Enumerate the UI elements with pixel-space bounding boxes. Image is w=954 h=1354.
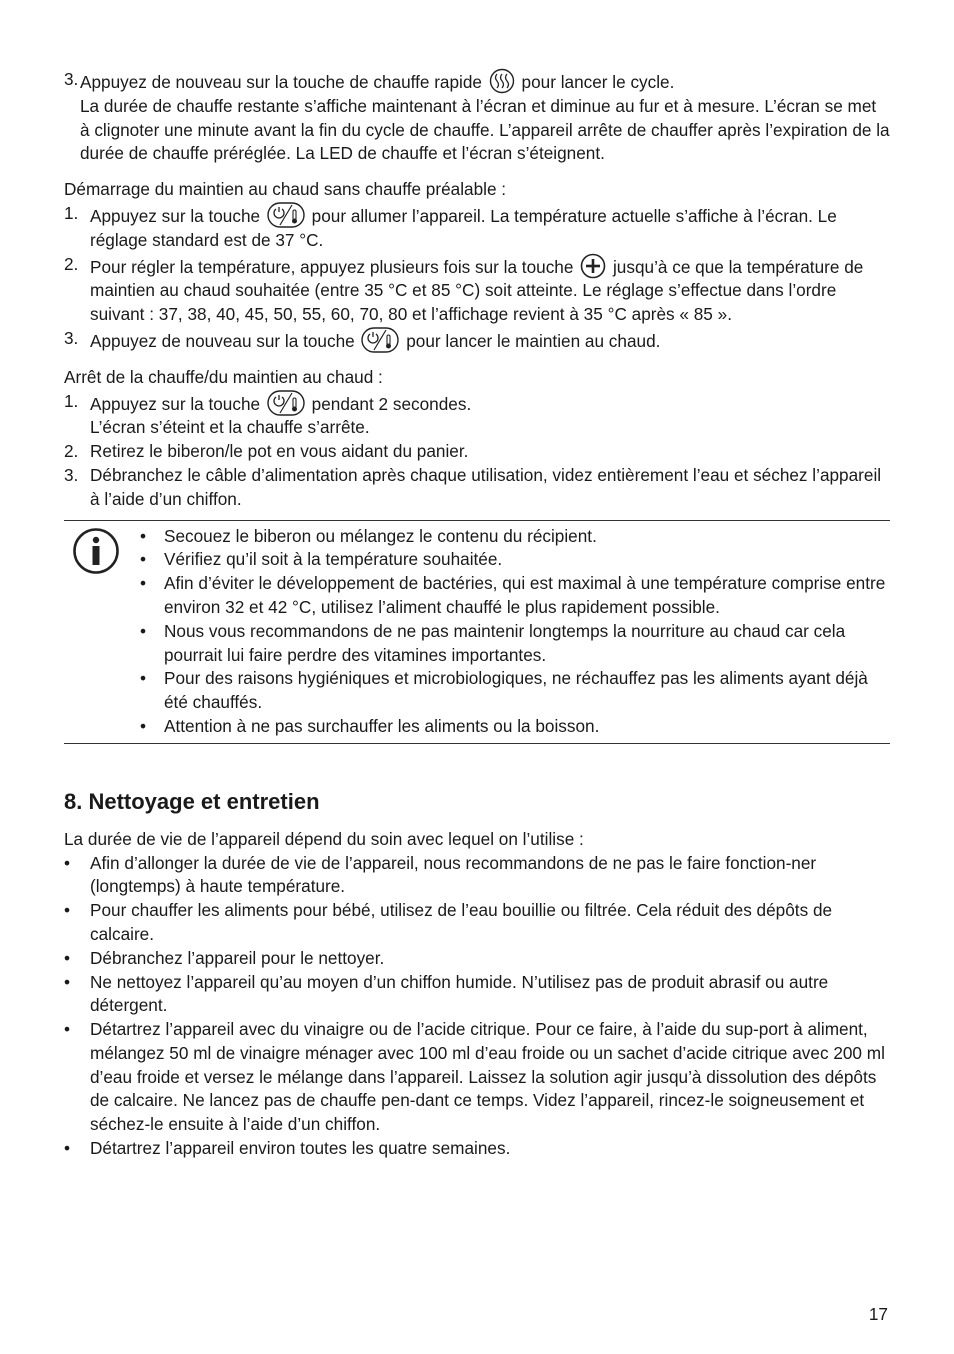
list-item-text: Vérifiez qu’il soit à la température souhaitée. xyxy=(164,549,503,570)
list-item-text: Afin d’éviter le développement de bactéries, qui est maximal à une température comprise entre environ 32 et 42 °C, utilisez l’aliment chauffé le plus rapidement possible. xyxy=(164,573,886,617)
stop-step-2 xyxy=(64,440,890,464)
power-thermo-icon xyxy=(267,202,305,228)
power-thermo-icon xyxy=(267,390,305,416)
list-item xyxy=(64,947,890,971)
step-detail: La durée de chauffe restante s’affiche maintenant à l’écran et diminue au fur et à mesure. L’écran se met à clignoter une minute avant la fin du cycle de chauffe. L’appareil arrête de chauffer après l’expiration de la durée de chauffe préréglée. La LED de chauffe et l’écran s’éteignent. xyxy=(80,95,890,164)
plus-icon xyxy=(580,253,606,279)
step-text: Appuyez de nouveau sur la touche de chauffe rapide xyxy=(80,72,482,92)
bullet: • xyxy=(64,1019,71,1040)
bullet: • xyxy=(64,852,71,873)
page-content xyxy=(64,68,890,1161)
rapid-heat-step xyxy=(64,68,890,166)
step-number: 3. xyxy=(64,69,79,89)
list-item-text: Secouez le biberon ou mélangez le contenu du récipient. xyxy=(164,525,597,546)
section-title: 8. Nettoyage et entretien xyxy=(64,788,320,814)
bullet: • xyxy=(64,947,71,968)
step-text-end: pour allumer l’appareil. La température actuelle s’affiche à l’écran. Le réglage standard est de 37 °C. xyxy=(90,205,837,250)
power-thermo-icon xyxy=(361,327,399,353)
step-text-end: pendant 2 secondes. xyxy=(311,393,472,414)
step-text-end: pour lancer le cycle. xyxy=(521,72,675,92)
bullet: • xyxy=(140,668,147,689)
step-number: 1. xyxy=(64,202,79,223)
list-item-text: Pour des raisons hygiéniques et microbiologiques, ne réchauffez pas les aliments ayant déjà été chauffés. xyxy=(164,668,868,713)
rapid-heat-icon xyxy=(489,68,515,94)
step-text: Appuyez sur la touche xyxy=(90,205,261,226)
bullet: • xyxy=(140,525,147,546)
info-list xyxy=(64,525,890,739)
section-intro: La durée de vie de l’appareil dépend du soin avec lequel on l’utilise : xyxy=(64,828,584,849)
list-item-text: Détartrez l’appareil avec du vinaigre ou de l’acide citrique. Pour ce faire, à l’aide du sup-port à aliment, mélangez 50 ml de vinaigre ménager avec 100 ml d’eau froide ou un sachet d’acide citrique avec 200 ml d’eau froide et versez le mélange dans l’appareil. Laissez la solution agir jusqu’à dissolution des dépôts de calcaire. Ne lancez pas de chauffe pen-dant ce temps. Videz l’appareil, rincez-le soigneusement et séchez-le ensuite à l’aide d’un chiffon. xyxy=(90,1019,885,1135)
keep-warm-step-3 xyxy=(64,327,890,354)
list-item xyxy=(140,572,890,620)
step-detail: L’écran s’éteint et la chauffe s’arrête. xyxy=(90,417,370,438)
list-item-text: Pour chauffer les aliments pour bébé, utilisez de l’eau bouillie ou filtrée. Cela réduit des dépôts de calcaire. xyxy=(90,900,833,944)
step-number: 3. xyxy=(64,464,79,485)
bullet: • xyxy=(64,971,71,992)
stop-heading: Arrêt de la chauffe/du maintien au chaud : xyxy=(64,366,383,387)
step-number: 2. xyxy=(64,441,79,462)
stop-step-3 xyxy=(64,464,890,512)
bullet: • xyxy=(140,573,147,594)
keep-warm-step-2 xyxy=(64,253,890,327)
step-number: 3. xyxy=(64,327,79,348)
step-text: Appuyez sur la touche xyxy=(90,393,261,414)
step-text-end: jusqu’à ce que la température de maintien au chaud souhaitée (entre 35 °C et 85 °C) soit atteinte. Le réglage s’effectue dans l’ordre suivant : 37, 38, 40, 45, 50, 55, 60, 70, 80 et l’affichage revient à 35 °C après « 85 ». xyxy=(90,256,864,325)
info-box xyxy=(64,520,890,744)
info-icon xyxy=(72,527,120,582)
step-text: Pour régler la température, appuyez plusieurs fois sur la touche xyxy=(90,256,574,277)
bullet: • xyxy=(64,1138,71,1159)
list-item xyxy=(140,620,890,668)
maintenance-list xyxy=(64,852,890,1161)
list-item xyxy=(64,971,890,1019)
step-text: Débranchez le câble d’alimentation après chaque utilisation, videz entièrement l’eau et séchez l’appareil à l’aide d’un chiffon. xyxy=(90,464,882,509)
list-item-text: Attention à ne pas surchauffer les aliments ou la boisson. xyxy=(164,715,600,736)
step-number: 2. xyxy=(64,253,79,274)
list-item-text: Ne nettoyez l’appareil qu’au moyen d’un chiffon humide. N’utilisez pas de produit abrasif ou autre détergent. xyxy=(90,971,829,1016)
list-item xyxy=(64,852,890,900)
list-item xyxy=(140,667,890,715)
bullet: • xyxy=(140,715,147,736)
list-item xyxy=(140,715,890,739)
list-item-text: Afin d’allonger la durée de vie de l’appareil, nous recommandons de ne pas le faire fonction-ner (longtemps) à haute température. xyxy=(90,852,817,897)
step-text: Appuyez de nouveau sur la touche xyxy=(90,330,355,351)
step-text-end: pour lancer le maintien au chaud. xyxy=(406,330,661,351)
list-item xyxy=(140,525,890,549)
list-item xyxy=(64,1137,890,1161)
step-text: Retirez le biberon/le pot en vous aidant du panier. xyxy=(90,441,469,462)
list-item xyxy=(64,899,890,947)
bullet: • xyxy=(140,620,147,641)
step-number: 1. xyxy=(64,390,79,411)
list-item xyxy=(140,548,890,572)
list-item-text: Débranchez l’appareil pour le nettoyer. xyxy=(90,947,385,968)
keep-warm-heading: Démarrage du maintien au chaud sans chauffe préalable : xyxy=(64,179,507,200)
keep-warm-step-1 xyxy=(64,202,890,253)
stop-step-1 xyxy=(64,390,890,441)
bullet: • xyxy=(140,549,147,570)
list-item-text: Détartrez l’appareil environ toutes les quatre semaines. xyxy=(90,1138,511,1159)
bullet: • xyxy=(64,900,71,921)
list-item xyxy=(64,1018,890,1137)
page-number: 17 xyxy=(868,1304,888,1324)
list-item-text: Nous vous recommandons de ne pas maintenir longtemps la nourriture au chaud car cela pourrait lui faire perdre des vitamines importantes. xyxy=(164,620,846,665)
